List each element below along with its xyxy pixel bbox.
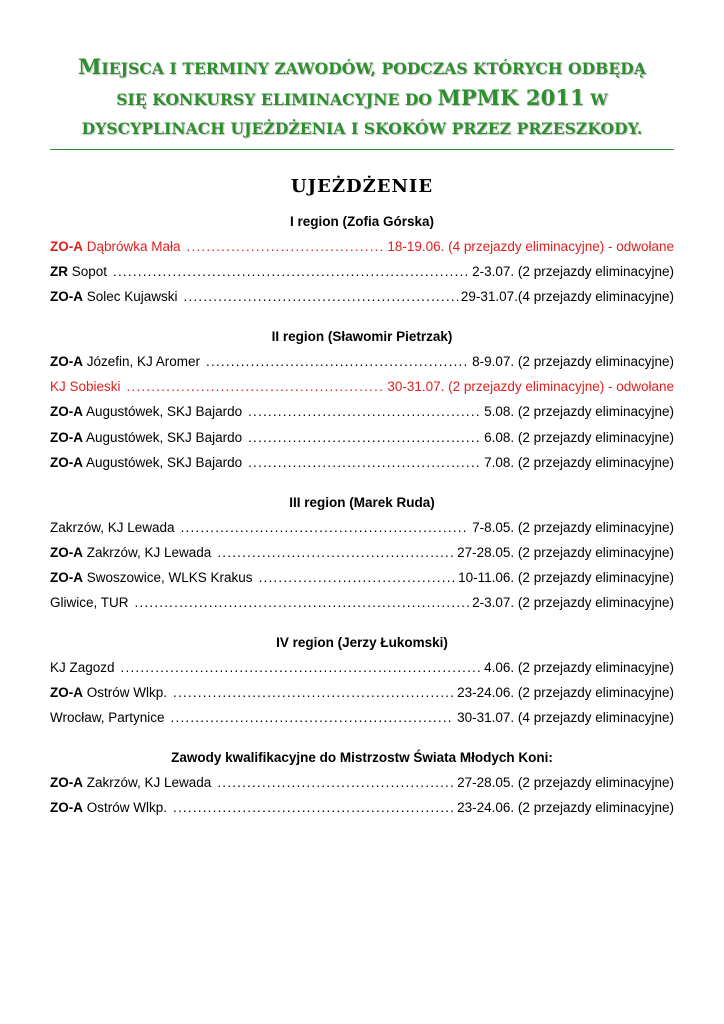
entry-venue [50,655,115,680]
region-group [50,325,674,475]
entry-venue [50,374,121,399]
schedule-entry [50,540,674,565]
dot-leader [259,565,456,590]
heading-line-2-text-b: W [584,90,608,109]
venue-name: Dąbrówka Mała [83,239,181,254]
competition-type-tag: ZO-A [50,684,83,700]
entry-venue [50,590,129,615]
dot-leader [113,259,469,284]
entry-dates: 27-28.05. (2 przejazdy eliminacyjne) [457,544,674,560]
venue-name: KJ Zagozd [50,659,115,675]
competition-type-tag: ZR [50,264,68,280]
dot-leader [217,770,454,795]
entry-dates: 23-24.06. (2 przejazdy eliminacyjne) [457,684,674,700]
dot-leader [121,655,482,680]
entry-dates: 23-24.06. (2 przejazdy eliminacyjne) [457,800,674,815]
venue-name: Zakrzów, KJ Lewada [50,519,175,535]
entry-venue [50,259,107,284]
venue-name: KJ Sobieski [50,379,121,395]
entry-dates: 18-19.06. (4 przejazdy eliminacyjne) - odwołane [387,239,674,254]
entry-venue [50,680,167,705]
schedule-entry [50,450,674,475]
competition-type-tag: ZO-A [50,429,83,445]
venue-name: Zakrzów, KJ Lewada [83,774,212,790]
region-group [50,210,674,310]
competition-type-tag: ZO-A [50,569,83,585]
entry-venue [50,450,242,475]
entry-dates: 4.06. (2 przejazdy eliminacyjne) [484,659,674,675]
entry-dates: 10-11.06. (2 przejazdy eliminacyjne) [458,569,674,585]
dot-leader [127,374,385,399]
dot-leader [248,425,481,450]
entry-venue [50,425,242,450]
dot-leader [206,349,469,374]
schedule-entry [50,565,674,590]
venue-name: Solec Kujawski [83,289,178,305]
dot-leader [135,590,470,615]
heading-mpmk-2011: MPMK 2011 [437,85,585,110]
heading-line-1-text: IEJSCA I TERMINY ZAWODÓW, PODCZAS KTÓRYCH ODBĘDĄ [101,59,646,78]
venue-name: Augustówek, SKJ Bajardo [83,429,243,445]
region-group [50,491,674,616]
region-title: III region (Marek Ruda) [289,494,435,510]
competition-type-tag: ZO-A [50,800,83,815]
heading-line-2-text-a: SIĘ KONKURSY ELIMINACYJNE DO [116,90,438,109]
schedule-entry [50,795,674,820]
schedule-entry [50,425,674,450]
schedule-entry [50,680,674,705]
schedule-entry [50,399,674,424]
entry-venue [50,349,200,374]
entry-dates: 30-31.07. (4 przejazdy eliminacyjne) [457,710,674,726]
region-title: II region (Sławomir Pietrzak) [271,329,453,345]
entry-dates: 7.08. (2 przejazdy eliminacyjne) [484,454,674,470]
entry-venue [50,515,175,540]
entry-venue [50,565,253,590]
schedule-list [50,210,674,836]
entry-venue [50,234,181,259]
schedule-entry [50,259,674,284]
venue-name: Ostrów Wlkp. [83,684,168,700]
venue-name: Ostrów Wlkp. [83,800,168,815]
dot-leader [184,284,458,309]
section-title: UJEŻDŻENIE [290,176,434,197]
heading-divider [50,149,674,150]
entry-dates: 5.08. (2 przejazdy eliminacyjne) [484,404,674,420]
competition-type-tag: ZO-A [50,544,83,560]
venue-name: Józefin, KJ Aromer [83,354,201,370]
dot-leader [248,399,481,424]
competition-type-tag: ZO-A [50,289,83,305]
venue-name: Swoszowice, WLKS Krakus [83,569,253,585]
entry-venue [50,705,165,730]
document-heading [50,52,674,143]
heading-line-3: DYSCYPLINACH UJEŻDŻENIA I SKOKÓW PRZEZ PRZESZKODY. [81,119,643,138]
dot-leader [217,540,454,565]
entry-venue [50,284,178,309]
region-title: IV region (Jerzy Łukomski) [276,634,448,650]
entry-dates: 27-28.05. (2 przejazdy eliminacyjne) [457,774,674,790]
region-title: Zawody kwalifikacyjne do Mistrzostw Świata Młodych Koni: [171,749,553,765]
dot-leader [187,234,385,259]
competition-type-tag: ZO-A [50,354,83,370]
venue-name: Sopot [68,264,108,280]
schedule-entry [50,349,674,374]
schedule-entry [50,284,674,309]
entry-dates: 30-31.07. (2 przejazdy eliminacyjne) - odwołane [387,379,674,395]
entry-dates: 8-9.07. (2 przejazdy eliminacyjne) [472,354,674,370]
dot-leader [173,680,454,705]
venue-name: Augustówek, SKJ Bajardo [83,404,243,420]
entry-venue [50,540,211,565]
heading-initial: M [78,54,102,79]
region-group [50,631,674,731]
schedule-entry [50,234,674,259]
dot-leader [173,795,454,820]
entry-venue [50,399,242,424]
entry-venue [50,770,211,795]
dot-leader [171,705,455,730]
venue-name: Zakrzów, KJ Lewada [83,544,212,560]
dot-leader [181,515,470,540]
schedule-entry [50,655,674,680]
competition-type-tag: ZO-A [50,404,83,420]
schedule-entry [50,705,674,730]
competition-type-tag: ZO-A [50,454,83,470]
entry-dates: 2-3.07. (2 przejazdy eliminacyjne) [472,595,674,611]
venue-name: Gliwice, TUR [50,595,129,611]
competition-type-tag: ZO-A [50,239,83,254]
venue-name: Wrocław, Partynice [50,710,165,726]
region-group [50,746,674,820]
heading-line-2 [50,83,674,114]
entry-dates: 29-31.07.(4 przejazdy eliminacyjne) [460,289,674,305]
venue-name: Augustówek, SKJ Bajardo [83,454,243,470]
entry-venue [50,795,167,820]
entry-dates: 6.08. (2 przejazdy eliminacyjne) [484,429,674,445]
heading-line-1 [50,52,674,83]
schedule-entry [50,590,674,615]
schedule-entry [50,515,674,540]
entry-dates: 2-3.07. (2 przejazdy eliminacyjne) [472,264,674,280]
region-title: I region (Zofia Górska) [289,214,435,229]
schedule-entry [50,770,674,795]
entry-dates: 7-8.05. (2 przejazdy eliminacyjne) [472,519,674,535]
competition-type-tag: ZO-A [50,774,83,790]
dot-leader [248,450,481,475]
schedule-entry [50,374,674,399]
